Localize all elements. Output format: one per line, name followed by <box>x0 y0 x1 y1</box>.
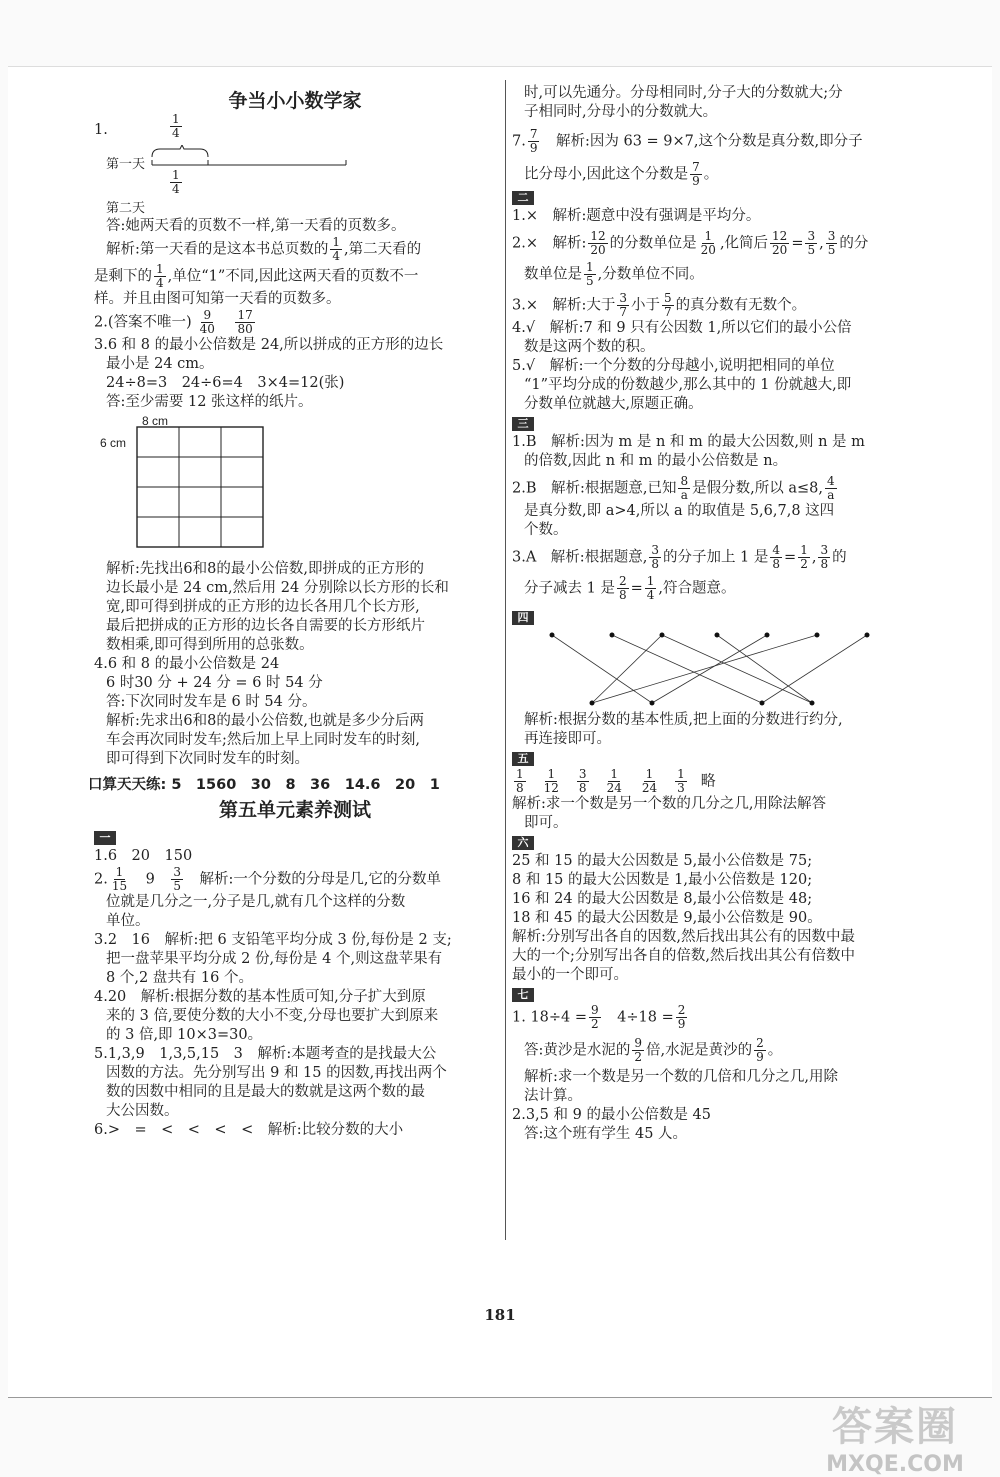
section-title-unit5-test: 第五单元素养测试 <box>218 799 371 821</box>
u2-line-1: 2.B 解析:根据题意,已知 $\frac{8}{a}$ 是假分数,所以 a≤8, $\frac{4}{a}$ <box>512 474 835 502</box>
s1-line: 1.× 解析:题意中没有强调是平均分。 <box>512 208 761 224</box>
g-line-2: 8 和 15 的最大公因数是 1,最小公倍数是 120; <box>512 872 813 888</box>
q1-frac-top: $\frac{1}{4}$ <box>172 112 180 140</box>
h1-explain-2: 法计算。 <box>524 1088 582 1104</box>
q4-explain-1: 解析:先求出6和8的最小公倍数,也就是多少分后两 <box>106 713 424 729</box>
q3-explain-4: 最后把拼成的正方形的边长各自需要的长方形纸片 <box>106 618 425 634</box>
g-line-4: 18 和 45 的最大公因数是 9,最小公倍数是 90。 <box>512 910 822 926</box>
day2-label: 第二天 <box>106 201 146 216</box>
f-explain-1: 解析:求一个数是另一个数的几分之几,用除法解答 <box>512 796 826 812</box>
left-column <box>88 90 496 1140</box>
q1-diagram <box>94 112 496 217</box>
grid-height-label: 6 cm <box>100 436 127 450</box>
q1-explain-1: 解析:第一天看的是这本书总页数的 $\frac{1}{4}$ ,第二天看的 <box>106 235 422 263</box>
h2-line-2: 答:这个班有学生 45 人。 <box>524 1126 688 1142</box>
u2-line-3: 个数。 <box>524 522 568 538</box>
part-badge-3: 三 <box>512 417 534 431</box>
watermark-line-2: MXQE.COM <box>826 1452 964 1477</box>
q4-line-1: 4.6 和 8 的最小公倍数是 24 <box>94 656 280 672</box>
g-explain-2: 大的一个;分别写出各自的倍数,然后找出其公有倍数中 <box>512 948 855 964</box>
t1-line: 1.6 20 150 <box>94 848 193 864</box>
page-number: 181 <box>484 1306 516 1324</box>
q3-line-2: 最小是 24 cm。 <box>106 356 214 372</box>
q3-line-3: 24÷8=3 24÷6=4 3×4=12(张) <box>106 375 345 391</box>
q1-answer: 答:她两天看的页数不一样,第一天看的页数多。 <box>106 218 406 234</box>
grid-width-label: 8 cm <box>142 414 169 428</box>
t4-line-2: 来的 3 倍,要使分数的大小不变,分母也要扩大到原来 <box>106 1008 439 1024</box>
h1-line-1: 1. 18÷4 = $\frac{9}{2}$ 4÷18 = $\frac{2}{9}$ <box>512 1003 686 1031</box>
q7-line-1: 7. $\frac{7}{9}$ 解析:因为 63 = 9×7,这个分数是真分数,即分子 <box>512 127 863 155</box>
h1-line-2: 答:黄沙是水泥的 $\frac{9}{2}$ 倍,水泥是黄沙的 $\frac{2}{9}$ 。 <box>524 1036 783 1064</box>
q3-line-1: 3.6 和 8 的最小公倍数是 24,所以拼成的正方形的边长 <box>94 337 444 353</box>
part-badge-1: 一 <box>94 831 116 845</box>
daily-mental-math: 口算天天练: 5 1560 30 8 36 14.6 20 1 <box>88 777 440 793</box>
t3-line-2: 把一盘苹果平均分成 2 份,每份是 4 个,则这盘苹果有 <box>106 951 443 967</box>
t2-line-2: 位就是几分之一,分子是几,就有几个这样的分数 <box>106 894 406 910</box>
part-badge-6: 六 <box>512 836 534 850</box>
q1-explain-2: 是剩下的 $\frac{1}{4}$ ,单位“1”不同,因此这两天看的页数不一 <box>94 262 419 290</box>
t2-line-1: 2. $\frac{1}{15}$ 9 $\frac{3}{5}$ 解析:一个分数的分母是几,它的分数单 <box>94 865 441 893</box>
matching-lines-diagram <box>512 627 922 711</box>
s2-line-1: 2.× 解析: $\frac{12}{20}$ 的分数单位是 $\frac{1}{20}$ ,化简后 $\frac{12}{20}$ = $\frac{3}{5}$ , $\frac{3}{5}$ 的分 <box>512 229 869 257</box>
t5-line-1: 5.1,3,9 1,3,5,15 3 解析:本题考查的是找最大公 <box>94 1046 437 1062</box>
part-badge-4: 四 <box>512 611 534 625</box>
site-watermark <box>800 1395 990 1477</box>
q1-explain-3: 样。并且由图可知第一天看的页数多。 <box>94 291 341 307</box>
g-line-3: 16 和 24 的最大公因数是 8,最小公倍数是 48; <box>512 891 813 907</box>
t6-line-1: 6.> = < < < < 解析:比较分数的大小 <box>94 1122 404 1138</box>
q4-line-2: 6 时30 分 + 24 分 = 6 时 54 分 <box>106 675 323 691</box>
q3-explain-1: 解析:先找出6和8的最小公倍数,即拼成的正方形的 <box>106 561 424 577</box>
u3-line-1: 3.A 解析:根据题意, $\frac{3}{8}$ 的分子加上 1 是 $\frac{4}{8}$ = $\frac{1}{2}$ , $\frac{3}{8}$ 的 <box>512 543 847 571</box>
q3-explain-2: 边长最小是 24 cm,然后用 24 分别除以长方形的长和 <box>106 580 449 596</box>
s3-line: 3.× 解析:大于 $\frac{3}{7}$ 小于 $\frac{5}{7}$ 的真分数有无数个。 <box>512 291 807 319</box>
u3-line-2: 分子减去 1 是 $\frac{2}{8}$ = $\frac{1}{4}$ ,符合题意。 <box>524 574 736 602</box>
f-explain-2: 即可。 <box>524 815 568 831</box>
s5-line-2: “1”平均分成的份数越少,那么其中的 1 份就越大,即 <box>524 377 852 393</box>
q4-explain-3: 即可得到下次同时发车的时刻。 <box>106 751 309 767</box>
u2-line-2: 是真分数,即 a>4,所以 a 的取值是 5,6,7,8 这四 <box>524 503 835 519</box>
s5-line-3: 分数单位就越大,原题正确。 <box>524 396 703 412</box>
part-badge-5: 五 <box>512 752 534 766</box>
t2-line-3: 单位。 <box>106 913 150 929</box>
fraction-answers-row: $\frac{1}{8}$ $\frac{1}{12}$ $\frac{3}{8}$ $\frac{1}{24}$ $\frac{1}{24}$ $\frac{1}{3}$ 略 <box>516 767 716 795</box>
right-column <box>512 84 934 1144</box>
t5-line-3: 数的因数中相同的且是最大的数就是这两个数的最 <box>106 1084 425 1100</box>
m-explain-1: 解析:根据分数的基本性质,把上面的分数进行约分, <box>524 712 843 728</box>
column-divider <box>505 80 506 1240</box>
day1-label: 第一天 <box>106 157 146 172</box>
q3-explain-5: 数相乘,即可得到所用的总张数。 <box>106 637 314 653</box>
s2-line-2: 数单位是 $\frac{1}{5}$ ,分数单位不同。 <box>524 260 704 288</box>
section-title-math-whiz: 争当小小数学家 <box>228 90 362 112</box>
h1-explain-1: 解析:求一个数是另一个数的几倍和几分之几,用除 <box>524 1069 838 1085</box>
u1-line-1: 1.B 解析:因为 m 是 n 和 m 的最大公因数,则 n 是 m <box>512 434 865 450</box>
q2-line: 2.(答案不唯一) $\frac{9}{40}$ $\frac{17}{80}$ <box>94 308 253 336</box>
part-badge-7: 七 <box>512 988 534 1002</box>
t3-line-3: 8 个,2 盘共有 16 个。 <box>106 970 253 986</box>
r-line-1: 时,可以先通分。分母相同时,分子大的分数就大;分 <box>524 85 843 101</box>
tile-grid <box>136 426 266 552</box>
s4-line-2: 数是这两个数的积。 <box>524 339 655 355</box>
q3-line-4: 答:至少需要 12 张这样的纸片。 <box>106 394 313 410</box>
q1-frac-bottom: $\frac{1}{4}$ <box>172 168 180 196</box>
q4-explain-2: 车会再次同时发车;然后加上早上同时发车的时刻, <box>106 732 420 748</box>
t4-line-3: 的 3 倍,即 10×3=30。 <box>106 1027 263 1043</box>
s4-line-1: 4.√ 解析:7 和 9 只有公因数 1,所以它们的最小公倍 <box>512 320 852 336</box>
part-badge-2: 二 <box>512 191 534 205</box>
q3-explain-3: 宽,即可得到拼成的正方形的边长各用几个长方形, <box>106 599 420 615</box>
g-explain-3: 最小的一个即可。 <box>512 967 628 983</box>
m-explain-2: 再连接即可。 <box>524 731 611 747</box>
u1-line-2: 的倍数,因此 n 和 m 的最小公倍数是 n。 <box>524 453 788 469</box>
t5-line-2: 因数的方法。先分别写出 9 和 15 的因数,再找出两个 <box>106 1065 447 1081</box>
watermark-line-1: 答案圈 <box>832 1404 958 1450</box>
t5-line-4: 大公因数。 <box>106 1103 179 1119</box>
tile-grid-figure <box>94 412 496 560</box>
g-explain-1: 解析:分别写出各自的因数,然后找出其公有的因数中最 <box>512 929 855 945</box>
s5-line-1: 5.√ 解析:一个分数的分母越小,说明把相同的单位 <box>512 358 835 374</box>
t4-line-1: 4.20 解析:根据分数的基本性质可知,分子扩大到原 <box>94 989 426 1005</box>
h2-line-1: 2.3,5 和 9 的最小公倍数是 45 <box>512 1107 712 1123</box>
r-line-2: 子相同时,分母小的分数就大。 <box>524 104 718 120</box>
g-line-1: 25 和 15 的最大公因数是 5,最小公倍数是 75; <box>512 853 813 869</box>
q7-line-2: 比分母小,因此这个分数是 $\frac{7}{9}$ 。 <box>524 160 719 188</box>
q1-number: 1. <box>94 122 108 138</box>
q4-line-3: 答:下次同时发车是 6 时 54 分。 <box>106 694 317 710</box>
t3-line-1: 3.2 16 解析:把 6 支铅笔平均分成 3 份,每份是 2 支; <box>94 932 452 948</box>
